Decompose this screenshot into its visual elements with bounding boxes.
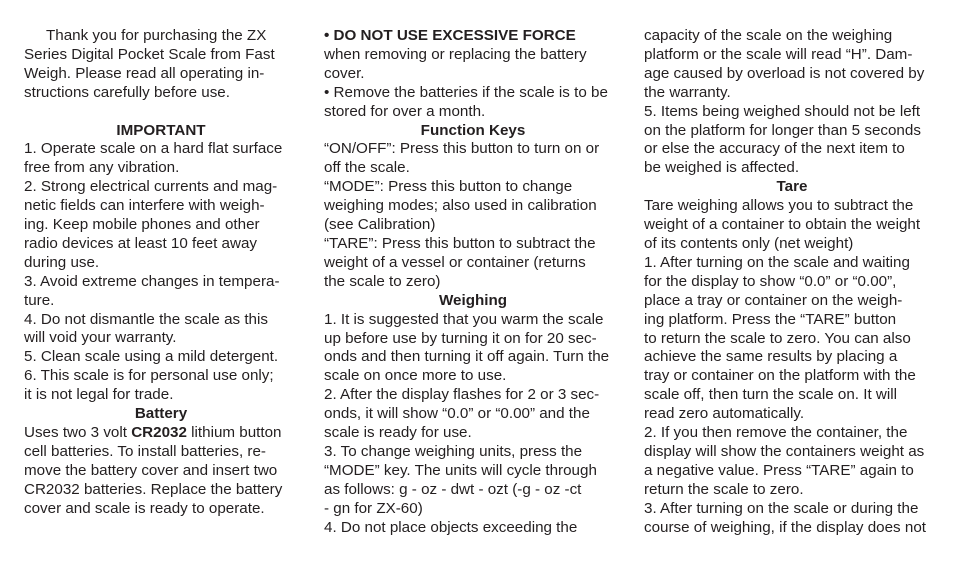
text-line: off the scale. — [324, 159, 410, 177]
text-line: weight of a vessel or container (returns — [324, 253, 586, 271]
battery-line — [24, 424, 298, 443]
text-line: for the display to show “0.0” or “0.00”, — [644, 272, 897, 290]
text-line: free from any vibration. — [24, 159, 180, 177]
text-line: “MODE”: Press this button to change — [324, 178, 573, 196]
text-line: weighing modes; also used in calibration — [324, 197, 597, 215]
text-line: ture. — [24, 291, 55, 309]
battery-text: Uses two 3 volt — [24, 424, 132, 442]
text-line: capacity of the scale on the weighing — [644, 27, 893, 44]
intro-paragraph — [24, 27, 298, 103]
text-line: during use. — [24, 253, 100, 271]
text-line: 1. After turning on the scale and waiting — [644, 253, 910, 271]
text-line: cover. — [324, 64, 365, 82]
text-line: the warranty. — [644, 83, 731, 101]
text-line: 1. Operate scale on a hard flat surface — [24, 140, 283, 158]
important-list — [24, 140, 298, 405]
column-3 — [644, 27, 940, 537]
text-line: on the platform for longer than 5 seconds — [644, 121, 921, 139]
text-line: 5. Items being weighed should not be left — [644, 102, 921, 120]
column-2 — [324, 27, 622, 537]
spacer — [24, 103, 298, 122]
text-line: 6. This scale is for personal use only; — [24, 367, 274, 385]
text-line: 3. Avoid extreme changes in tempera- — [24, 272, 280, 290]
intro-line: Weigh. Please read all operating in- — [24, 64, 265, 82]
text-line: scale on once more to use. — [324, 367, 507, 385]
text-line: 2. After the display flashes for 2 or 3 sec- — [324, 386, 600, 404]
text-line: it is not legal for trade. — [24, 386, 174, 404]
text-line: course of weighing, if the display does not — [644, 518, 926, 536]
text-line: or else the accuracy of the next item to — [644, 140, 905, 158]
text-line: CR2032 batteries. Replace the battery — [24, 480, 283, 498]
text-line: as follows: g - oz - dwt - ozt (-g - oz -ct — [324, 480, 582, 498]
battery-text: lithium button — [186, 424, 282, 442]
text-line: 1. It is suggested that you warm the scale — [324, 310, 604, 328]
text-line: 5. Clean scale using a mild detergent. — [24, 348, 279, 366]
text-line: place a tray or container on the weigh- — [644, 291, 903, 309]
text-line: 3. To change weighing units, press the — [324, 442, 583, 460]
text-line: 2. Strong electrical currents and mag- — [24, 178, 278, 196]
intro-line: Series Digital Pocket Scale from Fast — [24, 45, 275, 63]
text-line: platform or the scale will read “H”. Dam- — [644, 45, 913, 63]
text-line: onds, it will show “0.0” or “0.00” and the — [324, 405, 590, 423]
text-line: display will show the containers weight as — [644, 442, 925, 460]
column-1 — [24, 27, 298, 519]
text-line: netic fields can interfere with weigh- — [24, 197, 265, 215]
text-line: ing platform. Press the “TARE” button — [644, 310, 897, 328]
text-line: - gn for ZX-60) — [324, 499, 423, 517]
text-line: when removing or replacing the battery — [324, 45, 587, 63]
text-line: to return the scale to zero. You can also — [644, 329, 911, 347]
text-line: be weighed is affected. — [644, 159, 800, 177]
intro-line: Thank you for purchasing the ZX — [46, 27, 267, 44]
text-line: 4. Do not dismantle the scale as this — [24, 310, 268, 328]
text-line: weight of a container to obtain the weight — [644, 216, 921, 234]
text-line: 4. Do not place objects exceeding the — [324, 518, 578, 536]
text-line: read zero automatically. — [644, 405, 805, 423]
text-line: “TARE”: Press this button to subtract the — [324, 234, 596, 252]
text-line: a negative value. Press “TARE” again to — [644, 461, 914, 479]
text-line: 3. After turning on the scale or during the — [644, 499, 919, 517]
tare-heading: Tare — [776, 178, 808, 196]
text-line: “ON/OFF”: Press this button to turn on or — [324, 140, 600, 158]
force-warning: • DO NOT USE EXCESSIVE FORCE — [324, 27, 576, 44]
text-line: of its contents only (net weight) — [644, 234, 854, 252]
text-line: “MODE” key. The units will cycle through — [324, 461, 597, 479]
text-line: cell batteries. To install batteries, re- — [24, 442, 266, 460]
intro-line: structions carefully before use. — [24, 83, 230, 101]
text-line: 2. If you then remove the container, the — [644, 424, 908, 442]
text-line: achieve the same results by placing a — [644, 348, 898, 366]
battery-paragraph — [24, 424, 298, 519]
function-keys-heading: Function Keys — [420, 121, 526, 139]
text-line: return the scale to zero. — [644, 480, 804, 498]
text-line: • Remove the batteries if the scale is to be — [324, 83, 608, 101]
text-line: ing. Keep mobile phones and other — [24, 216, 260, 234]
text-line: age caused by overload is not covered by — [644, 64, 925, 82]
text-line: move the battery cover and insert two — [24, 461, 278, 479]
important-heading: IMPORTANT — [116, 121, 206, 139]
text-line: the scale to zero) — [324, 272, 441, 290]
text-line: Tare weighing allows you to subtract the — [644, 197, 914, 215]
text-line: radio devices at least 10 feet away — [24, 234, 258, 252]
text-line: tray or container on the platform with the — [644, 367, 916, 385]
text-line: scale is ready for use. — [324, 424, 472, 442]
text-line: cover and scale is ready to operate. — [24, 499, 265, 517]
text-line: (see Calibration) — [324, 216, 436, 234]
text-line: up before use by turning it on for 20 sec- — [324, 329, 597, 347]
battery-model: CR2032 — [131, 424, 187, 442]
battery-heading: Battery — [134, 405, 188, 423]
text-line: stored for over a month. — [324, 102, 486, 120]
text-line: will void your warranty. — [24, 329, 177, 347]
text-line: scale off, then turn the scale on. It will — [644, 386, 897, 404]
text-line: onds and then turning it off again. Turn the — [324, 348, 610, 366]
weighing-heading: Weighing — [438, 291, 508, 309]
